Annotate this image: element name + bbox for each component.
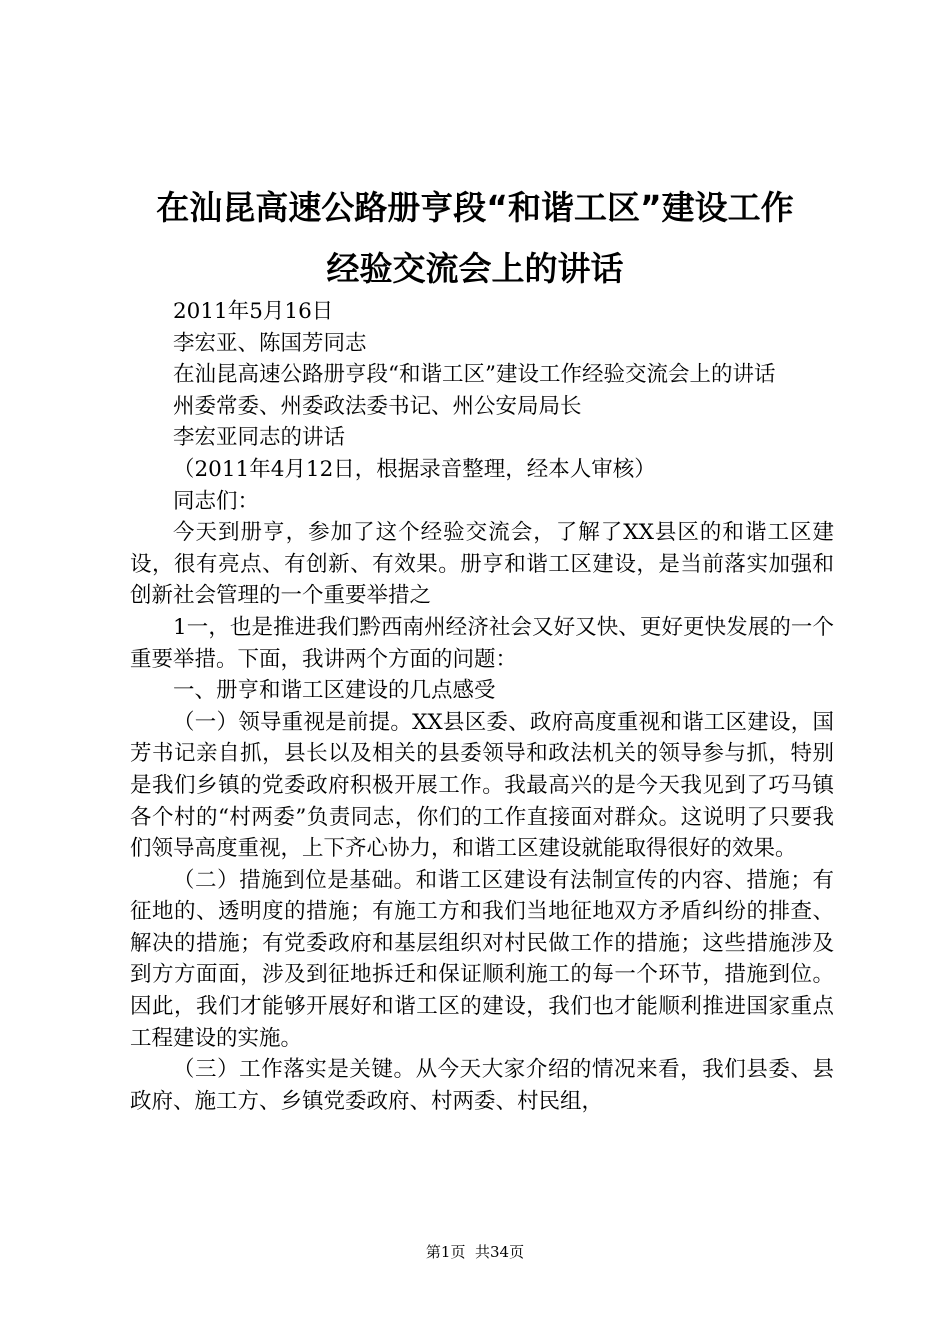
paragraph-note: （2011年4月12日，根据录音整理，经本人审核）	[173, 456, 656, 482]
paragraph-body: （三）工作落实是关键。从今天大家介绍的情况来看，我们县委、县政府、施工方、乡镇党委政府、村两委、村民组，	[130, 1057, 834, 1114]
document-title-line-1: 在汕昆高速公路册亨段“和谐工区”建设工作	[156, 188, 794, 227]
paragraph-greeting: 同志们：	[173, 488, 260, 514]
page-number: 第1页	[425, 1243, 466, 1261]
document-title-line-2: 经验交流会上的讲话	[326, 249, 624, 288]
paragraph-body: 今天到册亨，参加了这个经验交流会，了解了XX县区的和谐工区建设，很有亮点、有创新、有效果。册亨和谐工区建设，是当前落实加强和创新社会管理的一个重要举措之	[130, 520, 834, 609]
paragraph-speech-title: 在汕昆高速公路册亨段“和谐工区”建设工作经验交流会上的讲话	[173, 362, 776, 388]
paragraph-body: 1一，也是推进我们黔西南州经济社会又好又快、更好更快发展的一个重要举措。下面，我讲两个方面的问题：	[130, 614, 834, 672]
paragraph-date: 2011年5月16日	[173, 299, 334, 324]
paragraph-authors: 李宏亚、陈国芳同志	[173, 330, 367, 356]
paragraph-speaker-position: 州委常委、州委政法委书记、州公安局局长	[173, 393, 582, 419]
document-body	[130, 296, 834, 1117]
paragraph-body: （一）领导重视是前提。XX县区委、政府高度重视和谐工区建设，国芳书记亲自抓，县长以及相关的县委领导和政法机关的领导参与抓，特别是我们乡镇的党委政府积极开展工作。我最高兴的是今天我见到了巧马镇各个村的“村两委”负责同志，你们的工作直接面对群众。这说明了只要我们领导高度重视，上下齐心协力，和谐工区建设就能取得很好的效果。	[130, 709, 834, 862]
page-total: 共34页	[475, 1243, 525, 1261]
paragraph-body: （二）措施到位是基础。和谐工区建设有法制宣传的内容、措施；有征地的、透明度的措施；有施工方和我们当地征地双方矛盾纠纷的排查、解决的措施；有党委政府和基层组织对村民做工作的措施；这些措施涉及到方方面面，涉及到征地拆迁和保证顺利施工的每一个环节，措施到位。因此，我们才能够开展好和谐工区的建设，我们也才能顺利推进国家重点工程建设的实施。	[130, 867, 834, 1051]
page-footer	[0, 1242, 950, 1262]
paragraph-heading: 一、册亨和谐工区建设的几点感受	[173, 678, 496, 704]
paragraph-speaker: 李宏亚同志的讲话	[173, 425, 346, 451]
